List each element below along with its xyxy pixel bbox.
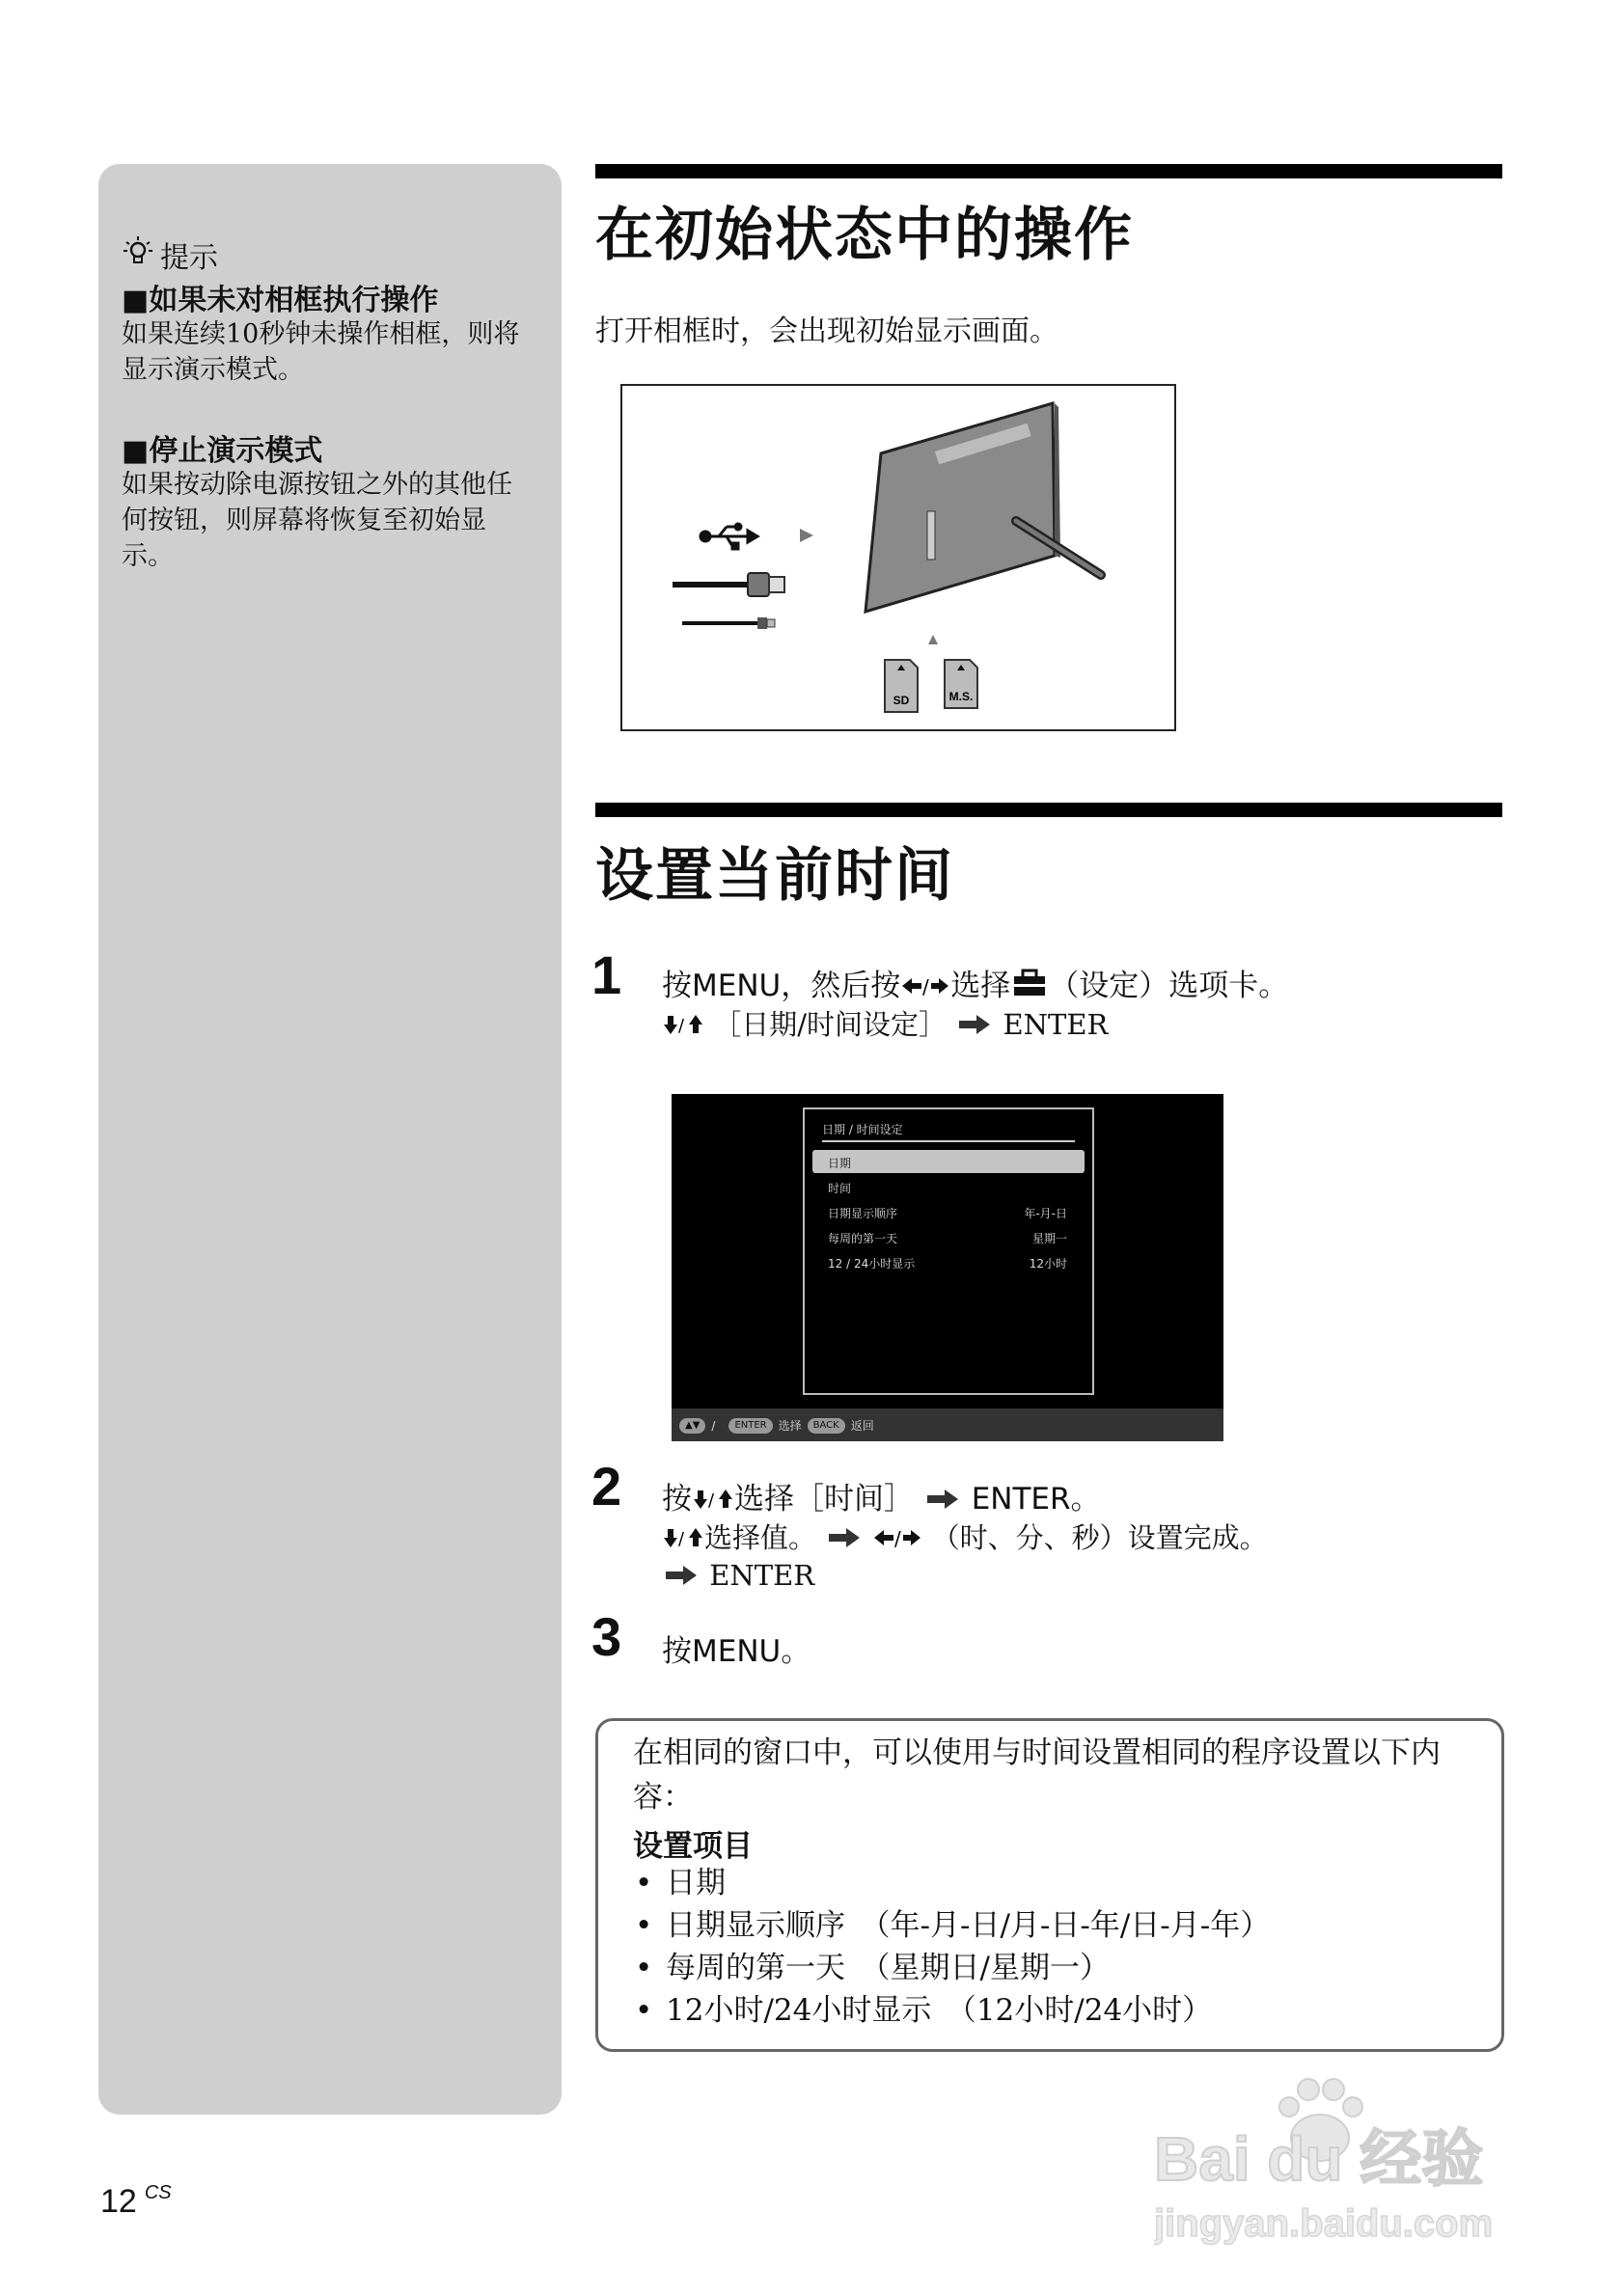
watermark-brand: Bai du 经验 xyxy=(1154,2124,1484,2194)
step-number: 3 xyxy=(591,1606,622,1667)
svg-text:SD: SD xyxy=(893,694,910,707)
memory-stick-icon xyxy=(945,660,977,708)
step1-sub: / ［日期/时间设定］ ENTER xyxy=(662,1003,1108,1043)
enter-key-icon: ENTER xyxy=(728,1418,772,1434)
sidebar-text-inactive: 如果连续10秒钟未操作相框，则将显示演示模式。 xyxy=(122,319,520,385)
step-number: 2 xyxy=(591,1456,622,1517)
left-right-arrow-icon xyxy=(872,1523,922,1556)
step-number: 1 xyxy=(591,944,622,1005)
sidebar-heading-stop-demo: ■停止演示模式 xyxy=(122,434,323,468)
section-rule xyxy=(595,164,1502,178)
section-title-set-time: 设置当前时间 xyxy=(595,842,954,910)
back-key-icon: BACK xyxy=(808,1418,845,1434)
page-number: 12 $^{CS}$ xyxy=(100,2182,172,2220)
list-item: • 12小时/24小时显示 （12小时/24小时） xyxy=(633,1989,1270,2032)
down-up-arrow-icon xyxy=(692,1484,734,1518)
down-up-arrow-icon xyxy=(662,1523,704,1556)
menu-title: 日期 / 时间设定 xyxy=(822,1123,903,1136)
svg-text:M.S.: M.S. xyxy=(948,690,974,703)
step3-instruction: 按MENU。 xyxy=(662,1634,811,1669)
svg-text:/: / xyxy=(708,1490,715,1511)
section-text-initial: 打开相框时，会出现初始显示画面。 xyxy=(595,314,1058,348)
sidebar-heading-inactive: ■如果未对相框执行操作 xyxy=(122,284,439,317)
date-time-menu xyxy=(803,1107,1094,1395)
svg-text:/: / xyxy=(678,1016,685,1036)
sd-card-icon xyxy=(885,660,918,712)
sidebar-text-stop-demo: 如果按动除电源按钮之外的其他任何按钮，则屏幕将恢复至初始显示。 xyxy=(122,470,512,571)
up-down-key-icon: ▲▼ xyxy=(679,1418,705,1434)
menu-row[interactable]: 时间 xyxy=(828,1182,852,1195)
svg-text:/: / xyxy=(678,1529,685,1549)
down-up-arrow-icon xyxy=(662,1010,704,1043)
right-arrow-icon xyxy=(662,1561,701,1594)
step2-sub2: ENTER xyxy=(662,1559,814,1594)
note-box xyxy=(595,1718,1504,2052)
list-item: • 日期显示顺序 （年-月-日/月-日-年/日-月-年） xyxy=(633,1904,1270,1947)
baidu-watermark xyxy=(1154,2055,1559,2248)
footer-return: 返回 xyxy=(850,1419,874,1433)
svg-text:/: / xyxy=(922,974,929,998)
section-rule xyxy=(595,803,1502,817)
section-title-initial: 在初始状态中的操作 xyxy=(595,202,1134,269)
svg-text:/: / xyxy=(894,1527,902,1549)
menu-row[interactable]: 每周的第一天 星期一 xyxy=(828,1232,1067,1245)
menu-screenshot xyxy=(672,1094,1223,1441)
note-heading: 设置项目 xyxy=(633,1829,753,1864)
right-arrow-icon xyxy=(955,1010,994,1043)
step1-instruction: 按MENU，然后按 / 选择 （设定）选项卡。 xyxy=(662,961,1288,1007)
toolbox-icon xyxy=(1010,969,1049,1007)
photo-frame-illustration xyxy=(620,384,1176,731)
list-item: • 日期 xyxy=(633,1862,1270,1904)
screen-footer: ▲▼ / ENTER 选择 BACK 返回 xyxy=(672,1408,1223,1441)
tip-label: 提示 xyxy=(160,241,218,275)
menu-row[interactable]: 日期显示顺序 年-月-日 xyxy=(828,1207,1067,1220)
right-arrow-icon xyxy=(825,1523,864,1556)
left-right-arrow-icon xyxy=(900,970,950,1005)
tip-heading xyxy=(122,233,218,276)
list-item: • 每周的第一天 （星期日/星期一） xyxy=(633,1947,1270,1989)
hint-sidebar xyxy=(98,164,562,2115)
step2-instruction: 按 / 选择［时间］ ENTER。 xyxy=(662,1482,1101,1517)
menu-row[interactable]: 日期 xyxy=(812,1150,1085,1173)
right-arrow-icon xyxy=(923,1484,962,1518)
menu-row[interactable]: 12 / 24小时显示 12小时 xyxy=(828,1257,1067,1271)
lightbulb-icon xyxy=(122,234,154,275)
note-intro: 在相同的窗口中，可以使用与时间设置相同的程序设置以下内容： xyxy=(633,1736,1441,1815)
footer-select: 选择 xyxy=(778,1419,802,1433)
step2-sub1: / 选择值。 / （时、分、秒）设置完成。 xyxy=(662,1517,1268,1556)
usb-icon xyxy=(701,524,757,549)
note-list xyxy=(633,1862,1270,2032)
watermark-url: jingyan.baidu.com xyxy=(1154,2202,1494,2245)
